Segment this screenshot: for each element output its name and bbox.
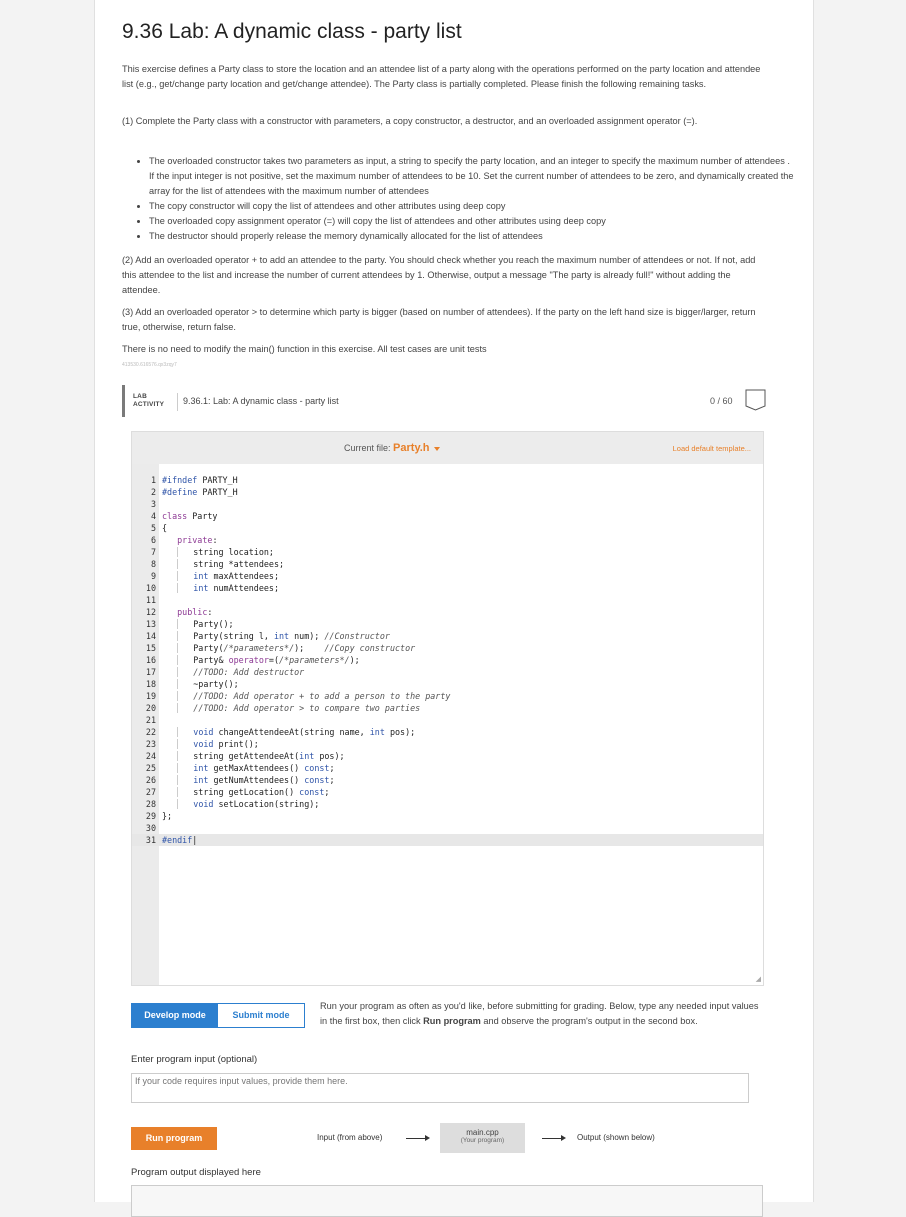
code-line: 22 void changeAttendeeAt(string name, int pos); [145, 727, 416, 737]
code-line: 2 #define PARTY_H [150, 487, 238, 497]
code-line: 30 [145, 823, 156, 833]
code-line: 16 Party& operator=(/*parameters*/); [145, 655, 360, 665]
lab-title: 9.36.1: Lab: A dynamic class - party list [183, 396, 339, 406]
program-input-label: Enter program input (optional) [131, 1054, 258, 1065]
code-line: 26 int getNumAttendees() const; [145, 775, 335, 785]
activity-id: 413530.616576.qx3zqy7 [122, 362, 177, 368]
current-file-name[interactable]: Party.h [393, 442, 430, 454]
current-file-selector[interactable] [344, 442, 440, 454]
mode-toggle [131, 1003, 305, 1028]
list-item: • The destructor should properly release the memory dynamically allocated for the list of attendees [149, 229, 794, 244]
code-line: 7 string location; [150, 547, 274, 557]
code-line: 8 string *attendees; [150, 559, 285, 569]
code-line: 14 Party(string l, int num); //Constructor [145, 631, 390, 641]
code-line: 25 int getMaxAttendees() const; [145, 763, 335, 773]
page [94, 0, 814, 1202]
code-line: 3 [150, 499, 156, 509]
flow-input-label: Input (from above) [317, 1133, 383, 1142]
code-line: 10 int numAttendees; [145, 583, 280, 593]
task1-text: (1) Complete the Party class with a constructor with parameters, a copy constructor, a destructor, and an overloaded assignment operator (=). [122, 116, 698, 126]
code-line: 24 string getAttendeeAt(int pos); [145, 751, 345, 761]
score-display: 0 / 60 [710, 396, 733, 406]
code-line: 4 class Party [150, 511, 218, 521]
divider [177, 393, 178, 411]
lab-tag-line1: LAB [133, 393, 147, 400]
resize-handle-icon[interactable]: ◢ [755, 976, 761, 983]
lab-tag-line2: ACTIVITY [133, 401, 165, 408]
program-output-box [131, 1185, 763, 1217]
submit-mode-button[interactable]: Submit mode [218, 1004, 304, 1027]
completion-badge-icon [745, 389, 766, 411]
mode-help-bold: Run program [423, 1016, 481, 1026]
code-line: 1 #ifndef PARTY_H [150, 475, 238, 485]
code-line: 15 Party(/*parameters*/); //Copy constructor [145, 643, 416, 653]
chevron-down-icon[interactable] [434, 447, 440, 451]
code-line: 18 ~party(); [145, 679, 239, 689]
editor-header [132, 432, 763, 464]
load-default-template-link[interactable]: Load default template... [672, 444, 751, 453]
mode-help-post: and observe the program's output in the second box. [480, 1016, 698, 1026]
mode-help-pre: Run your program as often as you'd like, before submitting for grading. Below, type any needed input values in the first box, then click [320, 1001, 759, 1026]
lab-activity-header [122, 385, 773, 417]
code-line: 21 [145, 715, 156, 725]
main-program-box [440, 1123, 525, 1153]
code-line: 6 private: [150, 535, 218, 545]
list-item: • The copy constructor will copy the list of attendees and other attributes using deep copy [149, 199, 794, 214]
run-program-button[interactable]: Run program [131, 1127, 217, 1150]
code-line: 11 [145, 595, 156, 605]
code-line: 27 string getLocation() const; [145, 787, 330, 797]
code-line: 28 void setLocation(string); [145, 799, 320, 809]
develop-mode-button[interactable]: Develop mode [132, 1004, 218, 1027]
main-file-sub: (Your program) [460, 1137, 505, 1144]
main-file-name: main.cpp [466, 1128, 499, 1137]
intro-text: This exercise defines a Party class to store the location and an attendee list of a party along with the operations performed on the party location and attendee list (e.g., get/change party location and get/change attendee). The Party class is partially completed. Please finish the following remaining tasks. [122, 64, 761, 89]
code-area[interactable] [132, 474, 763, 846]
code-line: 19 //TODO: Add operator + to add a person to the party [145, 691, 451, 701]
page-title: 9.36 Lab: A dynamic class - party list [122, 20, 462, 43]
code-line: 5 { [150, 523, 168, 533]
code-line: 9 int maxAttendees; [150, 571, 280, 581]
current-file-label: Current file: [344, 443, 391, 453]
arrow-right-icon [406, 1138, 428, 1139]
program-input-field[interactable] [131, 1073, 749, 1103]
task1-list [122, 154, 794, 244]
code-line: 23 void print(); [145, 739, 259, 749]
code-line: 12 public: [145, 607, 213, 617]
task2-text: (2) Add an overloaded operator + to add an attendee to the party. You should check whether you reach the maximum number of attendees or not. If not, add this attendee to the list and increase the number of current attendees by 1. Otherwise, output a message "The party is already full!" without adding the attendee. [122, 255, 756, 295]
code-line: 20 //TODO: Add operator > to compare two parties [145, 703, 421, 713]
flow-output-label: Output (shown below) [577, 1133, 655, 1142]
task3-text: (3) Add an overloaded operator > to determine which party is bigger (based on number of attendees). If the party on the left hand size is bigger/larger, return true, otherwise, return false. [122, 307, 756, 332]
arrow-right-icon [542, 1138, 564, 1139]
code-line-active: 31 #endif| [132, 834, 763, 846]
list-item: • The overloaded copy assignment operator (=) will copy the list of attendees and other attributes using deep copy [149, 214, 794, 229]
code-line: 29 }; [145, 811, 173, 821]
program-output-label: Program output displayed here [131, 1167, 261, 1178]
mode-help-text [320, 999, 765, 1029]
list-item: • The overloaded constructor takes two parameters as input, a string to specify the party location, and an integer to specify the maximum number of attendees . If the input integer is not positive, set the maximum number of attendees to be 10. Set the current number of attendees to be zero, and dynamically created the array for the list of attendees with the maximum number of attendees [149, 154, 794, 199]
code-line: 13 Party(); [145, 619, 234, 629]
code-line: 17 //TODO: Add destructor [145, 667, 305, 677]
code-editor[interactable] [131, 431, 764, 986]
note-text: There is no need to modify the main() function in this exercise. All test cases are unit tests [122, 344, 487, 354]
lab-activity-tag [133, 393, 164, 409]
